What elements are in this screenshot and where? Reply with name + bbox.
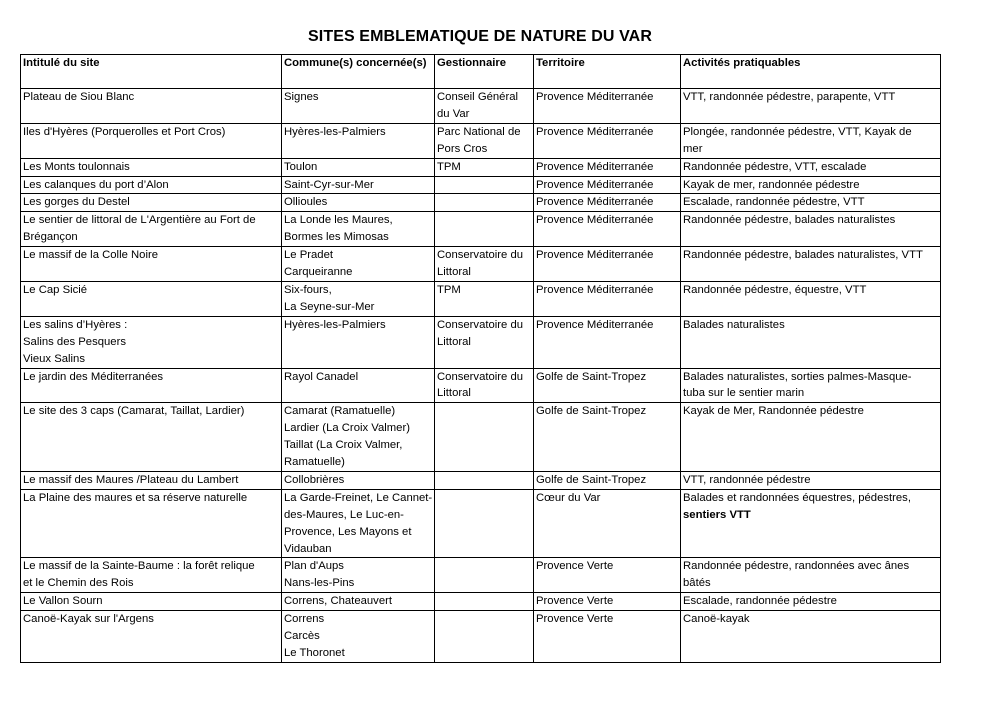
header-territoire: Territoire xyxy=(534,55,681,89)
communes-cell xyxy=(282,403,435,472)
page-title: SITES EMBLEMATIQUE DE NATURE DU VAR xyxy=(308,28,652,45)
gestionnaire-cell xyxy=(435,247,534,282)
territoire-cell xyxy=(534,611,681,663)
site-cell xyxy=(21,471,282,489)
gestionnaire-line: Littoral xyxy=(437,335,471,348)
territoire-line: Provence Verte xyxy=(536,595,614,608)
activites-cell xyxy=(681,593,941,611)
table-header-row xyxy=(21,55,941,89)
territoire-cell xyxy=(534,558,681,593)
communes-cell xyxy=(282,558,435,593)
activites-cell xyxy=(681,123,941,158)
table-row xyxy=(21,212,941,247)
gestionnaire-cell xyxy=(435,158,534,176)
site-cell xyxy=(21,158,282,176)
site-line: Le massif de la Colle Noire xyxy=(23,249,158,262)
gestionnaire-line: du Var xyxy=(437,107,470,120)
activites-cell xyxy=(681,158,941,176)
territoire-cell xyxy=(534,123,681,158)
gestionnaire-cell xyxy=(435,281,534,316)
site-line: Les calanques du port d’Alon xyxy=(23,178,169,191)
territoire-cell xyxy=(534,158,681,176)
activites-cell xyxy=(681,247,941,282)
communes-cell xyxy=(282,176,435,194)
communes-cell xyxy=(282,489,435,558)
communes-cell xyxy=(282,593,435,611)
communes-line: Le Pradet xyxy=(284,249,333,262)
header-communes: Commune(s) concernée(s) xyxy=(282,55,435,89)
gestionnaire-line: Conservatoire du xyxy=(437,370,524,383)
communes-line: Hyères-les-Palmiers xyxy=(284,318,386,331)
communes-line: Bormes les Mimosas xyxy=(284,231,389,244)
site-cell xyxy=(21,247,282,282)
header-activites: Activités pratiquables xyxy=(681,55,941,89)
activites-line: Randonnée pédestre, balades naturalistes xyxy=(683,214,896,227)
communes-line: Provence, Les Mayons et xyxy=(284,525,412,538)
territoire-line: Provence Verte xyxy=(536,613,614,626)
table-row xyxy=(21,471,941,489)
activites-line: VTT, randonnée pédestre, parapente, VTT xyxy=(683,91,896,103)
communes-line: Toulon xyxy=(284,160,318,173)
site-line: Les gorges du Destel xyxy=(23,196,130,209)
communes-line: Le Thoronet xyxy=(284,647,345,659)
activites-line: mer xyxy=(683,142,703,155)
communes-line: Ollioules xyxy=(284,196,328,209)
table-row xyxy=(21,368,941,403)
table-row xyxy=(21,176,941,194)
site-line: Vieux Salins xyxy=(23,352,85,365)
gestionnaire-cell xyxy=(435,368,534,403)
territoire-cell xyxy=(534,247,681,282)
activites-line: Balades naturalistes xyxy=(683,318,785,331)
activites-line: Canoë-kayak xyxy=(683,613,750,626)
site-line: Canoë-Kayak sur l'Argens xyxy=(23,613,154,626)
gestionnaire-cell xyxy=(435,611,534,663)
activites-cell xyxy=(681,403,941,472)
activites-line: Balades naturalistes, sorties palmes-Masque- xyxy=(683,370,912,383)
activites-line: Kayak de mer, randonnée pédestre xyxy=(683,178,860,191)
communes-line: Camarat (Ramatuelle) xyxy=(284,405,396,418)
gestionnaire-line: TPM xyxy=(437,160,461,173)
site-cell xyxy=(21,316,282,368)
activites-line: Balades et randonnées équestres, pédestres, xyxy=(683,491,911,504)
activites-cell xyxy=(681,558,941,593)
communes-cell xyxy=(282,158,435,176)
communes-line: Taillat (La Croix Valmer, xyxy=(284,439,403,452)
sites-table xyxy=(20,54,941,663)
territoire-line: Cœur du Var xyxy=(536,491,601,504)
communes-line: Lardier (La Croix Valmer) xyxy=(284,422,410,435)
territoire-cell xyxy=(534,194,681,212)
communes-cell xyxy=(282,611,435,663)
gestionnaire-line: Littoral xyxy=(437,387,471,400)
communes-line: Rayol Canadel xyxy=(284,370,359,383)
communes-line: Correns xyxy=(284,613,325,626)
gestionnaire-cell xyxy=(435,89,534,124)
header-site: Intitulé du site xyxy=(21,55,282,89)
activites-line: VTT, randonnée pédestre xyxy=(683,473,811,486)
communes-line: Hyères-les-Palmiers xyxy=(284,125,386,138)
territoire-line: Golfe de Saint-Tropez xyxy=(536,370,647,383)
site-line: Plateau de Siou Blanc xyxy=(23,91,135,103)
activites-line: Escalade, randonnée pédestre, VTT xyxy=(683,196,865,209)
territoire-cell xyxy=(534,471,681,489)
territoire-line: Provence Méditerranée xyxy=(536,249,654,262)
activites-cell xyxy=(681,316,941,368)
territoire-cell xyxy=(534,489,681,558)
site-line: Les salins d’Hyères : xyxy=(23,318,128,331)
site-line: Le sentier de littoral de L'Argentière au Fort de xyxy=(23,214,256,227)
territoire-cell xyxy=(534,593,681,611)
territoire-line: Provence Méditerranée xyxy=(536,160,654,173)
site-cell xyxy=(21,194,282,212)
communes-cell xyxy=(282,123,435,158)
territoire-line: Provence Méditerranée xyxy=(536,214,654,227)
gestionnaire-cell xyxy=(435,212,534,247)
gestionnaire-cell xyxy=(435,558,534,593)
activites-line: Randonnée pédestre, randonnées avec ânes xyxy=(683,560,910,573)
communes-line: Carcès xyxy=(284,630,320,643)
gestionnaire-line: TPM xyxy=(437,283,461,296)
activites-line: Randonnée pédestre, VTT, escalade xyxy=(683,160,867,173)
gestionnaire-cell xyxy=(435,316,534,368)
site-cell xyxy=(21,403,282,472)
communes-line: La Seyne-sur-Mer xyxy=(284,300,375,313)
activites-line: bâtés xyxy=(683,577,711,590)
activites-cell xyxy=(681,471,941,489)
site-line: Iles d'Hyères (Porquerolles et Port Cros) xyxy=(23,125,226,138)
activites-cell xyxy=(681,489,941,558)
territoire-line: Provence Méditerranée xyxy=(536,318,654,331)
table-row xyxy=(21,593,941,611)
gestionnaire-line: Conservatoire du xyxy=(437,249,524,262)
header-gestionnaire: Gestionnaire xyxy=(435,55,534,89)
communes-line: Saint-Cyr-sur-Mer xyxy=(284,178,374,191)
activites-line: Plongée, randonnée pédestre, VTT, Kayak de xyxy=(683,125,912,138)
site-cell xyxy=(21,123,282,158)
communes-line: Ramatuelle) xyxy=(284,456,345,469)
communes-line: Six-fours, xyxy=(284,283,332,296)
activites-line: Escalade, randonnée pédestre xyxy=(683,595,837,608)
activites-cell xyxy=(681,194,941,212)
gestionnaire-cell xyxy=(435,194,534,212)
territoire-cell xyxy=(534,89,681,124)
table-row xyxy=(21,403,941,472)
site-line: et le Chemin des Rois xyxy=(23,577,134,590)
territoire-line: Provence Méditerranée xyxy=(536,283,654,296)
site-line: Le site des 3 caps (Camarat, Taillat, Lardier) xyxy=(23,405,245,418)
gestionnaire-cell xyxy=(435,403,534,472)
communes-cell xyxy=(282,471,435,489)
table-row xyxy=(21,316,941,368)
communes-cell xyxy=(282,281,435,316)
site-cell xyxy=(21,176,282,194)
territoire-cell xyxy=(534,368,681,403)
territoire-line: Provence Méditerranée xyxy=(536,125,654,138)
communes-cell xyxy=(282,194,435,212)
site-cell xyxy=(21,281,282,316)
site-line: Salins des Pesquers xyxy=(23,335,126,348)
site-cell xyxy=(21,489,282,558)
communes-cell xyxy=(282,247,435,282)
site-line: Le massif des Maures /Plateau du Lambert xyxy=(23,473,239,486)
territoire-cell xyxy=(534,176,681,194)
site-cell xyxy=(21,89,282,124)
communes-line: La Garde-Freinet, Le Cannet- xyxy=(284,491,433,504)
communes-line: Signes xyxy=(284,91,319,103)
activites-cell xyxy=(681,212,941,247)
site-line: La Plaine des maures et sa réserve naturelle xyxy=(23,491,248,504)
activites-line: Kayak de Mer, Randonnée pédestre xyxy=(683,405,864,418)
communes-cell xyxy=(282,89,435,124)
table-row xyxy=(21,247,941,282)
activites-cell xyxy=(681,176,941,194)
activites-line: Randonnée pédestre, équestre, VTT xyxy=(683,283,867,296)
activites-line: tuba sur le sentier marin xyxy=(683,387,805,400)
activites-cell xyxy=(681,368,941,403)
table-row xyxy=(21,281,941,316)
gestionnaire-line: Parc National de xyxy=(437,125,521,138)
communes-line: Vidauban xyxy=(284,542,332,555)
gestionnaire-cell xyxy=(435,471,534,489)
table-row xyxy=(21,558,941,593)
site-cell xyxy=(21,593,282,611)
table-row xyxy=(21,89,941,124)
gestionnaire-line: Conservatoire du xyxy=(437,318,524,331)
table-row xyxy=(21,611,941,663)
territoire-cell xyxy=(534,281,681,316)
site-cell xyxy=(21,212,282,247)
communes-line: Plan d'Aups xyxy=(284,560,344,573)
territoire-line: Provence Méditerranée xyxy=(536,178,654,191)
table-row xyxy=(21,194,941,212)
table-row xyxy=(21,123,941,158)
territoire-line: Provence Verte xyxy=(536,560,614,573)
site-line: Les Monts toulonnais xyxy=(23,160,130,173)
site-line: Le massif de la Sainte-Baume : la forêt relique xyxy=(23,560,255,573)
communes-line: des-Maures, Le Luc-en- xyxy=(284,508,404,521)
site-line: Le jardin des Méditerranées xyxy=(23,370,164,383)
territoire-line: Golfe de Saint-Tropez xyxy=(536,405,647,418)
territoire-cell xyxy=(534,316,681,368)
table-row xyxy=(21,489,941,558)
site-line: Le Vallon Sourn xyxy=(23,595,103,608)
communes-line: Carqueiranne xyxy=(284,266,353,279)
communes-line: Correns, Chateauvert xyxy=(284,595,392,608)
gestionnaire-line: Conseil Général xyxy=(437,91,519,103)
communes-line: La Londe les Maures, xyxy=(284,214,393,227)
table-row xyxy=(21,158,941,176)
site-line: Brégançon xyxy=(23,231,78,244)
territoire-line: Provence Méditerranée xyxy=(536,196,654,209)
communes-cell xyxy=(282,316,435,368)
gestionnaire-line: Littoral xyxy=(437,266,471,279)
gestionnaire-cell xyxy=(435,593,534,611)
territoire-cell xyxy=(534,212,681,247)
site-cell xyxy=(21,558,282,593)
territoire-cell xyxy=(534,403,681,472)
site-cell xyxy=(21,368,282,403)
gestionnaire-cell xyxy=(435,489,534,558)
communes-line: Nans-les-Pins xyxy=(284,577,355,590)
communes-cell xyxy=(282,212,435,247)
gestionnaire-cell xyxy=(435,176,534,194)
gestionnaire-cell xyxy=(435,123,534,158)
site-cell xyxy=(21,611,282,663)
activites-cell xyxy=(681,281,941,316)
communes-cell xyxy=(282,368,435,403)
territoire-line: Provence Méditerranée xyxy=(536,91,654,103)
territoire-line: Golfe de Saint-Tropez xyxy=(536,473,647,486)
gestionnaire-line: Pors Cros xyxy=(437,142,488,155)
site-line: Le Cap Sicié xyxy=(23,283,88,296)
activites-cell xyxy=(681,89,941,124)
communes-line: Collobrières xyxy=(284,473,345,486)
activites-line: Randonnée pédestre, balades naturalistes, VTT xyxy=(683,249,923,262)
activites-cell xyxy=(681,611,941,663)
activites-bold-line: sentiers VTT xyxy=(683,508,751,521)
